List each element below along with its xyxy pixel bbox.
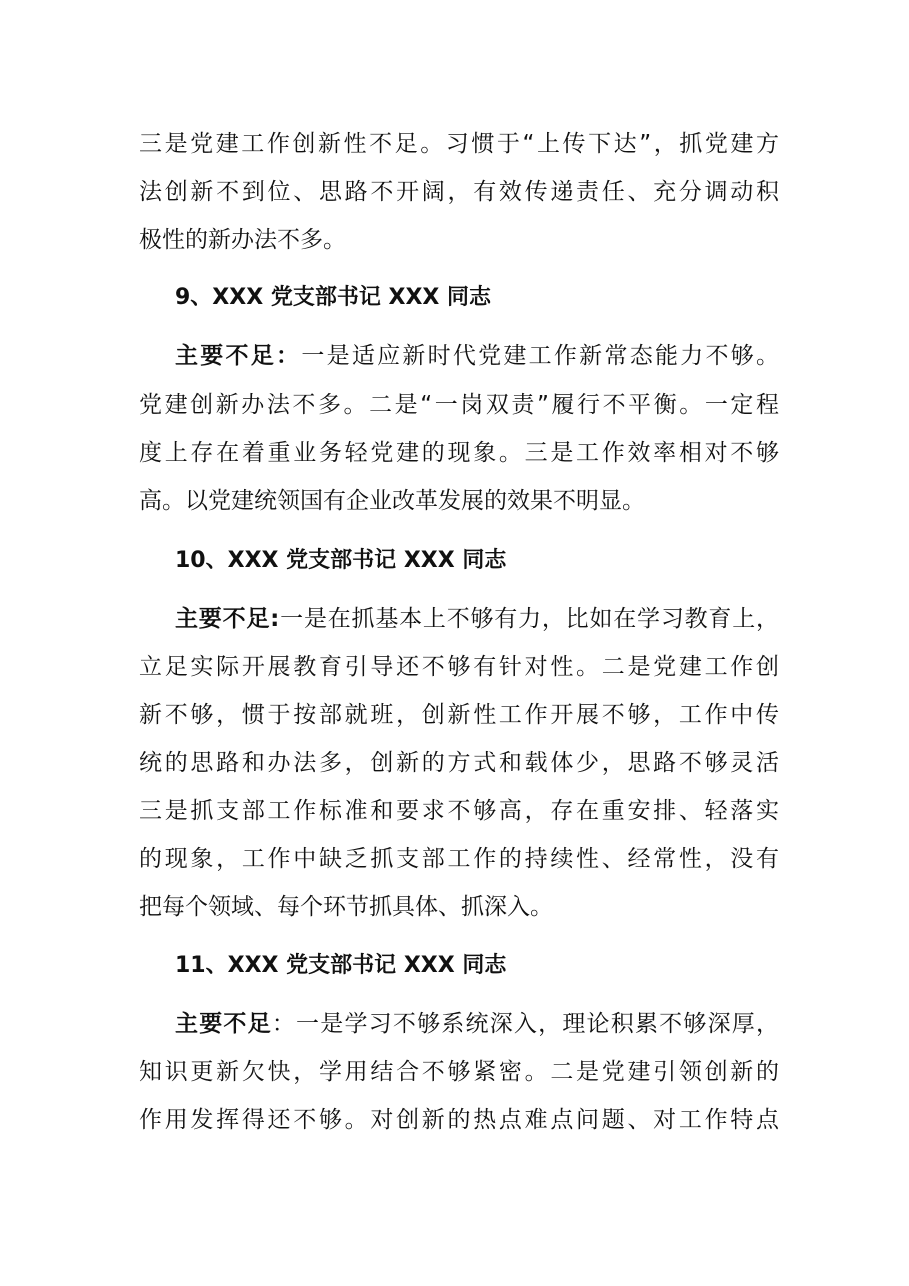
section-11-line-2: 知识更新欠快，学用结合不够紧密。二是党建引领创新的 [139,1059,779,1085]
section-9-first-line [175,340,779,372]
intro-line-1: 三是党建工作创新性不足。习惯于“上传下达”，抓党建方 [139,131,779,157]
section-9-line-4: 高。以党建统领国有企业改革发展的效果不明显。 [139,488,645,514]
section-11-label: 主要不足 [175,1011,272,1037]
intro-line-2: 法创新不到位、思路不开阔，有效传递责任、充分调动积 [139,179,779,205]
intro-line-3: 极性的新办法不多。 [139,227,346,253]
section-10-line-7: 把每个领域、每个环节抓具体、抓深入。 [139,894,553,920]
section-10-line-6: 的现象，工作中缺乏抓支部工作的持续性、经常性，没有 [139,846,779,872]
section-10-first-line [175,603,779,635]
section-10-label: 主要不足: [175,606,280,632]
section-9-line-2: 党建创新办法不多。二是“一岗双责”履行不平衡。一定程 [139,392,779,418]
section-10-line-5: 三是抓支部工作标准和要求不够高，存在重安排、轻落实 [139,798,779,824]
section-10-line-4: 统的思路和办法多，创新的方式和载体少，思路不够灵活 [139,750,779,776]
section-11-first-line [175,1008,779,1040]
section-11-first-line-text: ：一是学习不够系统深入，理论积累不够深厚， [271,1011,779,1037]
section-10-line-2: 立足实际开展教育引导还不够有针对性。二是党建工作创 [139,654,779,680]
section-11-heading: 11、XXX 党支部书记 XXX 同志 [175,953,507,978]
section-9-line-3: 度上存在着重业务轻党建的现象。三是工作效率相对不够 [139,440,779,466]
section-9-label: 主要不足： [175,343,302,369]
section-10-line-3: 新不够，惯于按部就班，创新性工作开展不够，工作中传 [139,702,779,728]
section-10-first-line-text: 一是在抓基本上不够有力，比如在学习教育上， [279,606,779,632]
section-11-line-3: 作用发挥得还不够。对创新的热点难点问题、对工作特点 [139,1107,779,1133]
section-9-first-line-text: 一是适应新时代党建工作新常态能力不够。 [301,343,779,369]
section-10-heading: 10、XXX 党支部书记 XXX 同志 [175,548,507,573]
section-9-heading: 9、XXX 党支部书记 XXX 同志 [175,285,492,310]
